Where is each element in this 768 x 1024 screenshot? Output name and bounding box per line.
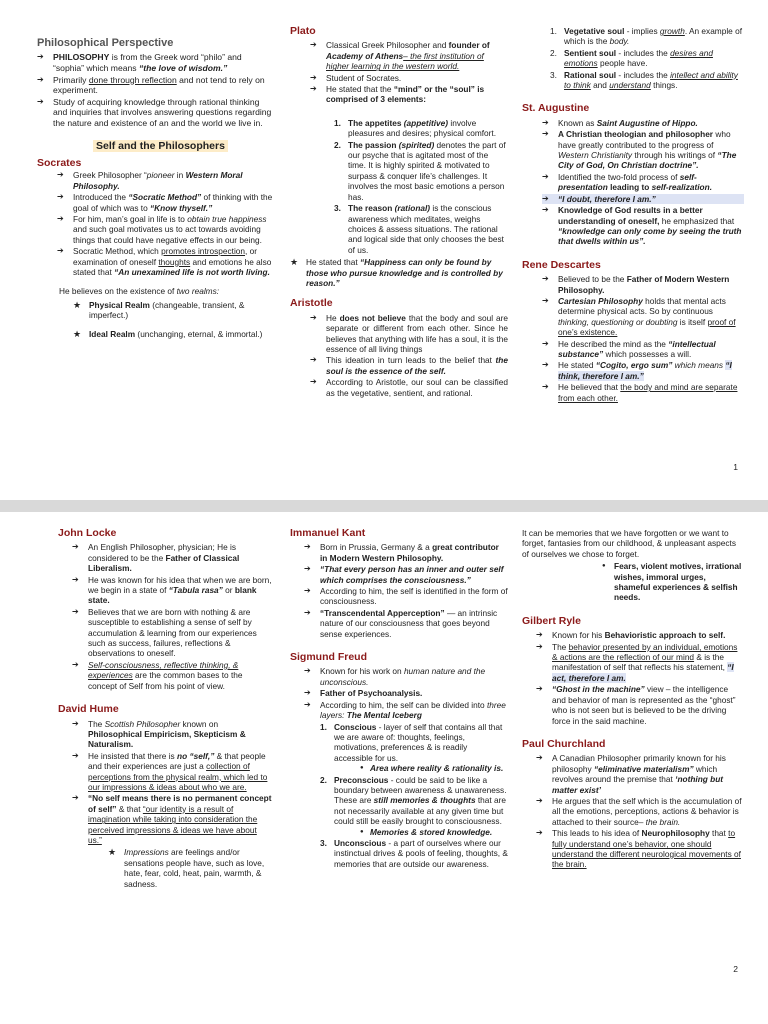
soul-elements-list (334, 118, 508, 255)
aristotle-list (310, 313, 508, 398)
list-item: ➔ Introduced the “Socratic Method” of thinking with the goal of which was to “Know thyself.” (57, 192, 273, 213)
list-item: ➔ Believed to be the Father of Modern Western Philosophy. (542, 274, 744, 295)
list-item: ➔ He believed that the body and mind are separate from each other. (542, 382, 744, 403)
list-item: ➔ According to him, the self can be divided into three layers: The Mental Iceberg (304, 700, 508, 721)
list-item: ➔ A Christian theologian and philosopher who have greatly contributed to the progress of Western Christianity through his writings of “The City of God, On Christian doctrine”. (542, 129, 744, 171)
realms-intro: He believes on the existence of two realms: (59, 286, 220, 297)
heading-st-augustine: St. Augustine (522, 102, 590, 115)
column-2 (290, 528, 508, 870)
list-item: ➔ This ideation in turn leads to the belief that the soul is the essence of the self. (310, 355, 508, 376)
list-item: 3. The reason (rational) is the conscious awareness which meditates, weighs choices & assess situations. The rational and logical side that only chooses the best of us. (334, 203, 504, 255)
heading-socrates: Socrates (37, 156, 82, 169)
list-item: ➔ A Canadian Philosopher primarily known for his philosophy “eliminative materialism” which revolves around the premise that ‘nothing but matter exist’ (536, 753, 744, 795)
list-item: ➔ Socratic Method, which promotes introspection, or examination of oneself thoughts and emotions he also stated that “An unexamined life is not worth living. (57, 246, 273, 277)
column-1 (37, 38, 273, 345)
list-item: ● Memories & stored knowledge. (360, 827, 508, 837)
list-item: ➔ Born in Prussia, Germany & a great contributor in Modern Western Philosophy. (304, 542, 508, 563)
churchland-list (536, 753, 744, 869)
impressions-list (108, 847, 272, 889)
list-item: ★ Impressions are feelings and/or sensations people have, such as love, hate, fear, cold, heat, pain, warmth, & sadness. (108, 847, 272, 889)
list-item: ➔ He described the mind as the “intellectual substance” which possesses a will. (542, 339, 744, 360)
unconscious-examples-list (522, 561, 744, 603)
list-item: ➔ Knowledge of God results in a better understanding of oneself, he emphasized that “knowledge can only come by seeing the truth that dwells within us”. (542, 205, 744, 247)
realms-list (59, 300, 273, 339)
preconscious-sublist (334, 827, 508, 837)
column-3 (522, 26, 744, 404)
unconscious-continued: It can be memories that we have forgotten or we want to forget, fantasies from our childhood, & unpleasant aspects of ourselves we chose to forget. (522, 528, 737, 559)
list-item: ➔ He stated that the “mind” or the “soul” is comprised of 3 elements: (310, 84, 508, 105)
list-item: ➔ “I doubt, therefore I am.” (542, 194, 744, 204)
list-item: ➔ He insisted that there is no “self,” & that people and their experiences are just a collection of perceptions from the physical realm, which led to our impressions & ideas about who we are. (72, 751, 272, 793)
list-item: ★ He stated that “Happiness can only be found by those who pursue knowledge and is controlled by reason.” (290, 257, 508, 288)
column-1 (58, 528, 272, 895)
list-item: ➔ He stated “Cogito, ergo sum” which means “I think, therefore I am.” (542, 360, 744, 381)
descartes-list (542, 274, 744, 403)
heading-sigmund-freud: Sigmund Freud (290, 651, 367, 664)
list-item: ➔ Known as Saint Augustine of Hippo. (542, 118, 744, 128)
heading-immanuel-kant: Immanuel Kant (290, 527, 366, 539)
list-item: 3. Rational soul - includes the intellect and ability to think and understand things. (550, 69, 738, 91)
plato-quote-list (290, 257, 508, 288)
ryle-list (536, 630, 744, 726)
list-item: ➔ For him, man’s goal in life is to obtain true happiness and such goal motivates us to act towards avoiding things that could have negative effects in our being. (57, 214, 273, 245)
mental-iceberg-list (320, 722, 508, 870)
hume-list (72, 719, 272, 846)
heading-aristotle: Aristotle (290, 297, 333, 310)
list-item: ➔ Self-consciousness, reflective thinking, & experiences are the common bases to the concept of Self from his point of view. (72, 660, 272, 691)
list-item: ➔ He was known for his idea that when we are born, we begin in a state of “Tabula rasa” or blank state. (72, 575, 272, 606)
list-item: ➔ “Transcendental Apperception” — an intrinsic nature of our consciousness that goes beyond sense experiences. (304, 608, 508, 639)
banner-self-and-philosophers: Self and the Philosophers (93, 140, 228, 152)
list-item: ➔ An English Philosopher, physician; He is considered to be the Father of Classical Liberalism. (72, 542, 272, 573)
list-item: 1. Vegetative soul - implies growth. An example of which is the body. (550, 26, 743, 47)
section-title-philosophical-perspective: Philosophical Perspective (37, 37, 174, 49)
list-item: ➔ “No self means there is no permanent concept of self” & that “our identity is a result of imagination while taking into consideration the perceived impressions & ideas we have about us.” (72, 793, 272, 845)
list-item: ➔ This leads to his idea of Neurophilosophy that to fully understand one’s behavior, one should understand the different neurological movements of the brain. (536, 828, 744, 870)
heading-paul-churchland: Paul Churchland (522, 737, 606, 750)
heading-gilbert-ryle: Gilbert Ryle (522, 614, 581, 627)
socrates-list (57, 170, 273, 277)
list-item: 2. Preconscious - could be said to be like a boundary between awareness & unawareness. These are still memories & thoughts that are not necessarily available at any given time but could still be easily brought to consciousness. ● Memories & stored knowledge. (320, 775, 508, 837)
augustine-list (542, 118, 744, 247)
page-number: 1 (733, 462, 738, 472)
list-item: 1. The appetites (appetitive) involve pleasures and desires; physical comfort. (334, 117, 497, 139)
conscious-sublist (334, 763, 508, 773)
list-item: ➔ Known for his Behavioristic approach to self. (536, 630, 744, 640)
kant-list (304, 542, 508, 639)
list-item: 1. Conscious - layer of self that contains all that we are aware of: thoughts, feelings, motivations, preferences & is readily accessible for us. ● Area where reality & rationality is. (320, 722, 508, 774)
column-2 (290, 26, 508, 399)
plato-list (310, 40, 508, 104)
page-1 (0, 0, 768, 500)
list-item: ➔ He does not believe that the body and soul are separate or different from each other. Since he believes that anything with life has a soul, it is the essence of all living things (310, 313, 508, 355)
heading-rene-descartes: Rene Descartes (522, 258, 601, 271)
freud-list (304, 666, 508, 720)
list-item: ➔ The behavior presented by an individual, emotions & actions are the reflection of our mind & is the manifestation of self that reflects his statement, “I act, therefore I am. (536, 642, 744, 684)
list-item: 3. Unconscious - a part of ourselves where our instinctual drives & pools of feeling, thoughts, & memories that are outside our awareness. (320, 837, 508, 869)
list-item: ➔ According to him, the self is identified in the form of consciousness. (304, 586, 508, 607)
list-item: ➔ Believes that we are born with nothing & are susceptible to establishing a sense of self by accumulation & learning from our experiences such as success, failures, reflections & observations to oneself. (72, 607, 272, 659)
list-item: 2. Sentient soul - includes the desires and emotions people have. (550, 47, 713, 69)
list-item: ★ Ideal Realm (unchanging, eternal, & immortal.) (73, 329, 273, 339)
heading-john-locke: John Locke (58, 527, 117, 539)
list-item: ➔ Known for his work on human nature and the unconscious. (304, 666, 508, 687)
list-item: ➔ PHILOSOPHY is from the Greek word “philo” and “sophia” which means “the love of wisdom.” (37, 52, 273, 73)
list-item: ➔ Classical Greek Philosopher and founder of Academy of Athens– the first institution of higher learning in the western world. (310, 40, 508, 71)
list-item: ➔ Student of Socrates. (310, 73, 508, 83)
list-item: ➔ Identified the two-fold process of self-presentation leading to self-realization. (542, 172, 744, 193)
list-item: ➔ “That every person has an inner and outer self which comprises the consciousness.” (304, 564, 508, 585)
list-item: ➔ Father of Psychoanalysis. (304, 688, 508, 698)
list-item: ➔ According to Aristotle, our soul can be classified as the vegetative, sentient, and rational. (310, 377, 508, 398)
heading-david-hume: David Hume (58, 703, 119, 716)
column-3 (522, 528, 744, 871)
heading-plato: Plato (290, 25, 316, 37)
list-item: 2. The passion (spirited) denotes the part of our psyche that is agitated most of the time. It is highly spirited & motivated to surpass & conquer life’s challenges. It involves the most basic emotions a person has. (334, 139, 506, 202)
philosophy-list (37, 52, 273, 128)
list-item: ➔ Study of acquiring knowledge through rational thinking and inquiries that involves answering questions regarding the nature and existence of an and the world we live in. (37, 97, 273, 129)
list-item: ➔ He argues that the self which is the accumulation of all the emotions, perceptions, actions & behavior is attached to their source– the brain. (536, 796, 744, 827)
list-item: ➔ Greek Philosopher “pioneer in Western Moral Philosophy. (57, 170, 273, 191)
list-item: ➔ The Scottish Philosopher known on Philosophical Empiricism, Skepticism & Naturalism. (72, 719, 272, 750)
locke-list (72, 542, 272, 691)
page-number: 2 (733, 964, 738, 974)
list-item: ★ Physical Realm (changeable, transient, & imperfect.) (73, 300, 273, 321)
list-item: ● Area where reality & rationality is. (360, 763, 508, 773)
list-item: ● Fears, violent motives, irrational wishes, immoral urges, shameful experiences & selfish needs. (602, 561, 744, 603)
list-item: ➔ “Ghost in the machine” view – the intelligence and behavior of man is represented as the “ghost” who is not seen but is believed to be the driving force in the said machine. (536, 684, 744, 726)
soul-types-list (550, 26, 744, 90)
page-2 (0, 512, 768, 1024)
list-item: ➔ Primarily done through reflection and not tend to rely on experiment. (37, 75, 273, 96)
list-item: ➔ Cartesian Philosophy holds that mental acts determine physical acts. So by continuous thinking, questioning or doubting is itself proof of one’s existence. (542, 296, 744, 338)
